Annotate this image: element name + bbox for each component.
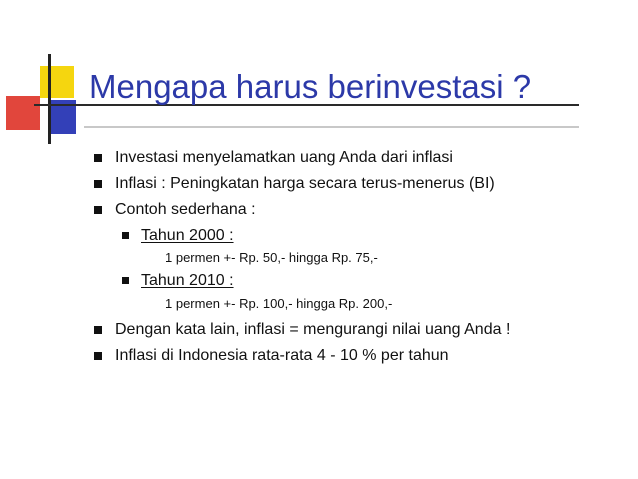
decor-red-square [6,96,40,130]
example-heading: Tahun 2000 : [141,227,234,244]
bullet-text: Inflasi : Peningkatan harga secara terus-menerus (BI) [115,175,495,192]
bullet-text: Investasi menyelamatkan uang Anda dari inflasi [115,149,453,166]
bullet-marker [94,352,102,360]
bullet-marker [94,154,102,162]
bullet-marker [94,180,102,188]
bullet-marker [94,326,102,334]
decor-yellow-square [40,66,74,98]
example-detail: 1 permen +- Rp. 50,- hingga Rp. 75,- [165,250,378,265]
bullet-text: Inflasi di Indonesia rata-rata 4 - 10 % per tahun [115,347,449,364]
slide-title: Mengapa harus berinvestasi ? [89,68,532,105]
bullet-text: Dengan kata lain, inflasi = mengurangi nilai uang Anda ! [115,321,511,338]
bullet-text: Contoh sederhana : [115,201,256,218]
sub-bullet-marker [122,232,129,239]
bullet-marker [94,206,102,214]
decor-vertical-line [48,54,51,144]
example-detail: 1 permen +- Rp. 100,- hingga Rp. 200,- [165,296,393,311]
example-heading: Tahun 2010 : [141,272,234,289]
decor-title-underline [84,126,579,128]
sub-bullet-marker [122,277,129,284]
